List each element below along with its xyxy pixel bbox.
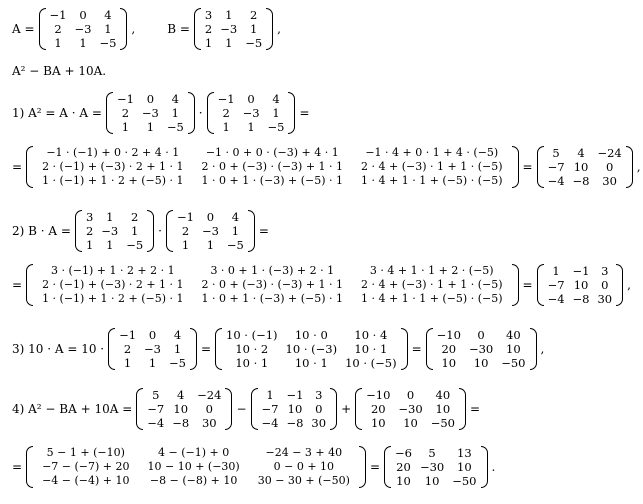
matrix-cell: 10 · 1 — [354, 342, 388, 356]
matrix-row — [46, 36, 121, 50]
matrix-cell: 0 — [406, 388, 415, 402]
matrix-cell: −3 — [74, 22, 92, 36]
matrix-cell: 0 — [206, 210, 215, 224]
matrix-cell: −1 — [177, 210, 194, 224]
matrix-cell: 4 — [577, 146, 585, 160]
a-label: A = — [12, 22, 35, 36]
matrix-row — [33, 292, 511, 306]
matrix-cell: 1 — [250, 22, 258, 36]
step1-equals: = — [299, 106, 310, 120]
step4-line — [10, 388, 482, 430]
matrix-cell: 0 — [247, 92, 255, 106]
step2-end: , — [627, 278, 631, 292]
matrix-cell: 10 · (−1) — [226, 328, 278, 342]
matrix-cell: −8 — [572, 292, 590, 306]
matrix-cell: 1 — [225, 8, 233, 22]
matrix-cell: 3 · 4 + 1 · 1 + 2 · (−5) — [369, 264, 494, 277]
matrix-cell: 10 — [435, 402, 451, 416]
step2-label: 2) B · A = — [12, 224, 71, 238]
definitions-line — [10, 8, 283, 50]
matrix-cell: 1 — [231, 224, 240, 238]
matrix-cell: 30 — [602, 174, 617, 188]
matrix-row — [173, 224, 248, 238]
matrix-body — [222, 328, 401, 370]
matrix-cell: −5 — [267, 120, 285, 134]
matrix-row — [222, 356, 401, 370]
matrix-cell: −24 − 3 + 40 — [265, 446, 343, 459]
matrix-body — [544, 146, 626, 188]
matrix-cell: 20 — [396, 460, 411, 474]
matrix-cell: 1 — [171, 106, 179, 120]
matrix-cell: 4 — [171, 92, 179, 106]
matrix-cell: 10 — [403, 416, 418, 430]
matrix-cell: 1 — [121, 120, 130, 134]
matrix-cell: 1 — [148, 356, 157, 370]
matrix-cell: 1 — [204, 36, 213, 50]
matrix-cell: 10 − 10 + (−30) — [147, 460, 240, 473]
step4-matrix-a-squared — [136, 388, 232, 430]
matrix-cell: 5 — [428, 446, 436, 460]
matrix-cell: 10 · 4 — [354, 328, 388, 342]
matrix-cell: 10 · (−5) — [345, 356, 397, 370]
matrix-cell: −6 — [395, 446, 412, 460]
matrix-cell: −5 — [245, 36, 263, 50]
matrix-body — [173, 210, 248, 252]
matrix-cell: −1 — [572, 264, 590, 278]
matrix-cell: −4 — [547, 292, 565, 306]
matrix-cell: 10 · (−3) — [285, 342, 338, 356]
matrix-cell: 30 — [597, 292, 613, 306]
matrix-cell: 1 — [106, 210, 114, 224]
matrix-cell: −5 — [126, 238, 144, 252]
matrix-cell: 1 — [266, 388, 274, 402]
step4-matrix-10a — [355, 388, 466, 430]
matrix-cell: 1 · 4 + 1 · 1 + (−5) · (−5) — [361, 292, 503, 305]
matrix-cell: 2 — [131, 210, 139, 224]
matrix-cell: −4 — [261, 416, 279, 430]
step3-result-equals: = — [411, 342, 422, 356]
matrix-body — [82, 210, 147, 252]
matrix-cell: 10 — [457, 460, 472, 474]
matrix-cell: 10 · 1 — [294, 356, 328, 370]
matrix-cell: −1 — [116, 92, 134, 106]
matrix-cell: 1 · 0 + 1 · (−3) + (−5) · 1 — [201, 292, 344, 305]
matrix-cell: 2 — [204, 22, 213, 36]
step2-expansion-line — [10, 264, 633, 306]
matrix-row — [201, 36, 266, 50]
matrix-cell: 1 — [54, 36, 62, 50]
matrix-cell: 1 — [272, 106, 280, 120]
matrix-row — [544, 292, 617, 306]
step2-matrix-left — [75, 210, 154, 252]
step1-matrix-left — [106, 92, 195, 134]
matrix-cell: 3 · 0 + 1 · (−3) + 2 · 1 — [210, 264, 335, 277]
matrix-cell: 30 — [201, 416, 217, 430]
matrix-cell: 30 — [311, 416, 327, 430]
step4-label: 4) A² − BA + 10A = — [12, 402, 133, 416]
matrix-row — [113, 106, 188, 120]
matrix-row — [82, 224, 147, 238]
matrix-row — [391, 446, 481, 460]
matrix-cell: −3 — [141, 106, 159, 120]
matrix-cell: 40 — [435, 388, 451, 402]
matrix-cell: 5 − 1 + (−10) — [46, 446, 125, 459]
matrix-cell: −7 — [547, 160, 565, 174]
matrix-row — [433, 356, 530, 370]
step4-expanded-matrix — [26, 446, 366, 488]
matrix-cell: 20 — [370, 402, 386, 416]
matrix-row — [222, 328, 401, 342]
matrix-cell: 1 — [79, 36, 87, 50]
matrix-cell: 0 — [79, 8, 87, 22]
matrix-cell: 0 — [477, 328, 485, 342]
b-label: B = — [167, 22, 190, 36]
matrix-cell: 1 — [206, 238, 215, 252]
matrix-cell: 4 — [272, 92, 280, 106]
matrix-cell: 10 — [441, 356, 457, 370]
step1-result-equals: = — [522, 160, 533, 174]
matrix-row — [258, 388, 331, 402]
matrix-cell: 1 — [123, 356, 132, 370]
matrix-cell: 2 — [121, 106, 130, 120]
matrix-cell: 0 — [205, 402, 213, 416]
matrix-cell: 2 — [123, 342, 132, 356]
step2-expanded-matrix — [26, 264, 518, 306]
matrix-body — [143, 388, 225, 430]
matrix-row — [214, 106, 289, 120]
matrix-row — [391, 474, 481, 488]
step3-result-matrix — [426, 328, 537, 370]
matrix-cell: 2 — [181, 224, 190, 238]
matrix-row — [113, 120, 188, 134]
matrix-cell: 0 — [605, 160, 614, 174]
matrix-cell: 2 — [250, 8, 258, 22]
matrix-cell: 2 · (−1) + (−3) · 2 + 1 · 1 — [42, 278, 184, 291]
matrix-cell: 30 − 30 + (−50) — [257, 474, 350, 487]
step2-matrix-right — [166, 210, 255, 252]
matrix-cell: 10 — [473, 356, 489, 370]
matrix-cell: 1 · (−1) + 1 · 2 + (−5) · 1 — [42, 174, 184, 187]
matrix-row — [544, 146, 626, 160]
matrix-row — [33, 278, 511, 292]
matrix-row — [544, 174, 626, 188]
step4-plus: + — [341, 402, 352, 416]
step4-end: . — [491, 460, 496, 474]
matrix-cell: 3 — [85, 210, 94, 224]
matrix-cell: −4 − (−4) + 10 — [42, 474, 130, 487]
matrix-body — [33, 446, 359, 488]
matrix-body — [113, 92, 188, 134]
matrix-cell: 13 — [457, 446, 472, 460]
step4-equals: = — [469, 402, 481, 416]
step1-end: , — [636, 160, 641, 174]
matrix-cell: 20 — [441, 342, 457, 356]
matrix-cell: −3 — [101, 224, 119, 238]
matrix-cell: 10 — [396, 474, 411, 488]
matrix-row — [33, 146, 511, 160]
matrix-cell: 2 · 0 + (−3) · (−3) + 1 · 1 — [201, 160, 344, 173]
matrix-row — [201, 8, 266, 22]
matrix-cell: 3 · (−1) + 1 · 2 + 2 · 1 — [50, 264, 175, 277]
matrix-cell: 5 — [152, 388, 160, 402]
step1-label: 1) A² = A · A = — [12, 106, 102, 120]
matrix-cell: −50 — [452, 474, 477, 488]
matrix-row — [544, 278, 617, 292]
step2-expansion-equals: = — [12, 278, 23, 292]
matrix-cell: 4 — [173, 328, 182, 342]
matrix-row — [173, 210, 248, 224]
matrix-row — [33, 474, 359, 488]
matrix-cell: −3 — [144, 342, 161, 356]
matrix-a — [39, 8, 128, 50]
matrix-cell: −30 — [419, 460, 445, 474]
matrix-cell: 1 — [225, 36, 233, 50]
matrix-body — [46, 8, 121, 50]
matrix-body — [258, 388, 331, 430]
matrix-row — [214, 120, 289, 134]
step1-result-matrix — [537, 146, 633, 188]
matrix-body — [115, 328, 190, 370]
step1-matrix-right — [207, 92, 296, 134]
matrix-row — [258, 416, 331, 430]
matrix-cell: −8 — [172, 416, 190, 430]
a-separator: , — [131, 22, 136, 36]
matrix-row — [33, 460, 359, 474]
matrix-cell: −1 · 0 + 0 · (−3) + 4 · 1 — [205, 146, 339, 159]
matrix-cell: −50 — [430, 416, 455, 430]
matrix-cell: 1 · (−1) + 1 · 2 + (−5) · 1 — [42, 292, 184, 305]
matrix-row — [222, 342, 401, 356]
matrix-row — [33, 264, 511, 278]
matrix-row — [46, 22, 121, 36]
step4-expansion-line — [10, 446, 497, 488]
matrix-cell: 2 — [54, 22, 62, 36]
matrix-row — [173, 238, 248, 252]
matrix-row — [544, 160, 626, 174]
matrix-cell: 10 — [573, 160, 589, 174]
matrix-cell: 10 · 0 — [294, 328, 328, 342]
matrix-cell: 1 — [181, 238, 190, 252]
matrix-body — [391, 446, 481, 488]
matrix-cell: 2 · 4 + (−3) · 1 + 1 · (−5) — [361, 160, 503, 173]
step3-equals: = — [200, 342, 212, 356]
matrix-cell: 1 — [146, 120, 155, 134]
matrix-row — [115, 342, 190, 356]
matrix-body — [362, 388, 459, 430]
matrix-cell: 2 · 0 + (−3) · (−3) + 1 · 1 — [201, 278, 344, 291]
matrix-row — [544, 264, 617, 278]
matrix-cell: 1 — [131, 224, 139, 238]
step2-line — [10, 210, 271, 252]
expression: A² − BA + 10A. — [12, 64, 107, 78]
matrix-cell: −7 — [261, 402, 279, 416]
matrix-cell: 3 — [315, 388, 323, 402]
matrix-cell: −30 — [468, 342, 494, 356]
matrix-row — [33, 446, 359, 460]
matrix-cell: 1 — [222, 120, 230, 134]
matrix-body — [433, 328, 530, 370]
step1-expansion-equals: = — [12, 160, 23, 174]
matrix-row — [433, 342, 530, 356]
matrix-cell: −4 — [147, 416, 165, 430]
matrix-cell: 10 — [287, 402, 303, 416]
matrix-cell: −5 — [169, 356, 186, 370]
matrix-body — [33, 146, 511, 188]
matrix-row — [362, 402, 459, 416]
matrix-cell: 1 · 0 + 1 · (−3) + (−5) · 1 — [201, 174, 344, 187]
matrix-cell: −1 · 4 + 0 · 1 + 4 · (−5) — [365, 146, 499, 159]
matrix-cell: 10 · 2 — [235, 342, 269, 356]
b-separator: , — [277, 22, 281, 36]
matrix-cell: 40 — [506, 328, 521, 342]
matrix-cell: 1 — [173, 342, 182, 356]
matrix-cell: −1 — [286, 388, 304, 402]
matrix-cell: 1 — [247, 120, 255, 134]
matrix-cell: 5 — [552, 146, 560, 160]
matrix-cell: −8 − (−8) + 10 — [149, 474, 238, 487]
matrix-row — [391, 460, 481, 474]
matrix-cell: 1 — [552, 264, 560, 278]
matrix-cell: −3 — [220, 22, 238, 36]
matrix-cell: 10 — [506, 342, 521, 356]
matrix-cell: −1 — [217, 92, 235, 106]
matrix-cell: −1 — [49, 8, 67, 22]
step4-result-equals: = — [369, 460, 380, 474]
matrix-cell: −3 — [242, 106, 260, 120]
step2-result-matrix — [537, 264, 624, 306]
step1-expanded-matrix — [26, 146, 518, 188]
matrix-body — [201, 8, 266, 50]
matrix-cell: −5 — [166, 120, 184, 134]
matrix-cell: 2 — [85, 224, 94, 238]
matrix-cell: −7 — [547, 278, 565, 292]
matrix-cell: 2 · 4 + (−3) · 1 + 1 · (−5) — [361, 278, 503, 291]
matrix-row — [143, 416, 225, 430]
matrix-row — [143, 402, 225, 416]
matrix-cell: 10 — [370, 416, 386, 430]
matrix-cell: −1 · (−1) + 0 · 2 + 4 · 1 — [46, 146, 180, 159]
step4-result-matrix — [384, 446, 488, 488]
matrix-row — [33, 160, 511, 174]
matrix-cell: 10 — [424, 474, 440, 488]
step1-dot: · — [198, 106, 203, 120]
matrix-cell: 10 — [173, 402, 189, 416]
matrix-cell: −7 − (−7) + 20 — [42, 460, 130, 473]
matrix-cell: −50 — [501, 356, 526, 370]
matrix-cell: 0 — [148, 328, 157, 342]
matrix-cell: 1 — [85, 238, 94, 252]
matrix-cell: 0 — [601, 278, 609, 292]
step2-dot: · — [158, 224, 162, 238]
matrix-cell: −24 — [197, 388, 222, 402]
step3-end: , — [540, 342, 545, 356]
matrix-row — [33, 174, 511, 188]
matrix-cell: 10 — [573, 278, 589, 292]
matrix-row — [82, 238, 147, 252]
step3-matrix-a — [108, 328, 197, 370]
step3-expanded-matrix — [215, 328, 408, 370]
matrix-body — [544, 264, 617, 306]
matrix-cell: 10 · 1 — [235, 356, 269, 370]
step4-expansion-equals: = — [12, 460, 23, 474]
matrix-row — [143, 388, 225, 402]
matrix-row — [115, 356, 190, 370]
matrix-cell: 3 — [204, 8, 213, 22]
matrix-cell: −8 — [572, 174, 590, 188]
matrix-body — [214, 92, 289, 134]
step1-line — [10, 92, 312, 134]
matrix-cell: 0 — [315, 402, 323, 416]
matrix-cell: 4 — [177, 388, 185, 402]
matrix-cell: −7 — [147, 402, 165, 416]
step4-minus: − — [236, 402, 247, 416]
matrix-cell: 4 — [104, 8, 112, 22]
matrix-cell: 4 − (−1) + 0 — [158, 446, 230, 459]
step3-label: 3) 10 · A = 10 · — [12, 342, 105, 356]
matrix-cell: 0 − 0 + 10 — [273, 460, 335, 473]
matrix-body — [33, 264, 511, 306]
matrix-cell: −5 — [226, 238, 244, 252]
matrix-cell: −5 — [99, 36, 117, 50]
matrix-cell: −30 — [398, 402, 423, 416]
step1-expansion-line — [10, 146, 643, 188]
matrix-cell: −4 — [547, 174, 565, 188]
matrix-row — [82, 210, 147, 224]
matrix-row — [115, 328, 190, 342]
step2-result-equals: = — [522, 278, 533, 292]
matrix-cell: 1 — [104, 22, 112, 36]
matrix-cell: 2 — [222, 106, 230, 120]
matrix-cell: −10 — [366, 388, 391, 402]
matrix-row — [46, 8, 121, 22]
step4-matrix-ba — [251, 388, 338, 430]
matrix-cell: 1 · 4 + 1 · 1 + (−5) · (−5) — [361, 174, 503, 187]
matrix-row — [201, 22, 266, 36]
matrix-b — [194, 8, 273, 50]
matrix-cell: −8 — [286, 416, 304, 430]
matrix-cell: −24 — [597, 146, 622, 160]
matrix-cell: 0 — [146, 92, 155, 106]
matrix-row — [258, 402, 331, 416]
expression-line — [10, 64, 108, 78]
matrix-cell: −3 — [201, 224, 219, 238]
matrix-row — [113, 92, 188, 106]
matrix-cell: −1 — [119, 328, 137, 342]
step3-line — [10, 328, 546, 370]
matrix-row — [362, 388, 459, 402]
matrix-cell: −10 — [436, 328, 461, 342]
matrix-cell: 2 · (−1) + (−3) · 2 + 1 · 1 — [42, 160, 184, 173]
matrix-row — [433, 328, 530, 342]
matrix-cell: 1 — [106, 238, 114, 252]
matrix-cell: 3 — [601, 264, 609, 278]
matrix-cell: 4 — [231, 210, 240, 224]
matrix-row — [362, 416, 459, 430]
matrix-row — [214, 92, 289, 106]
step2-equals: = — [258, 224, 269, 238]
